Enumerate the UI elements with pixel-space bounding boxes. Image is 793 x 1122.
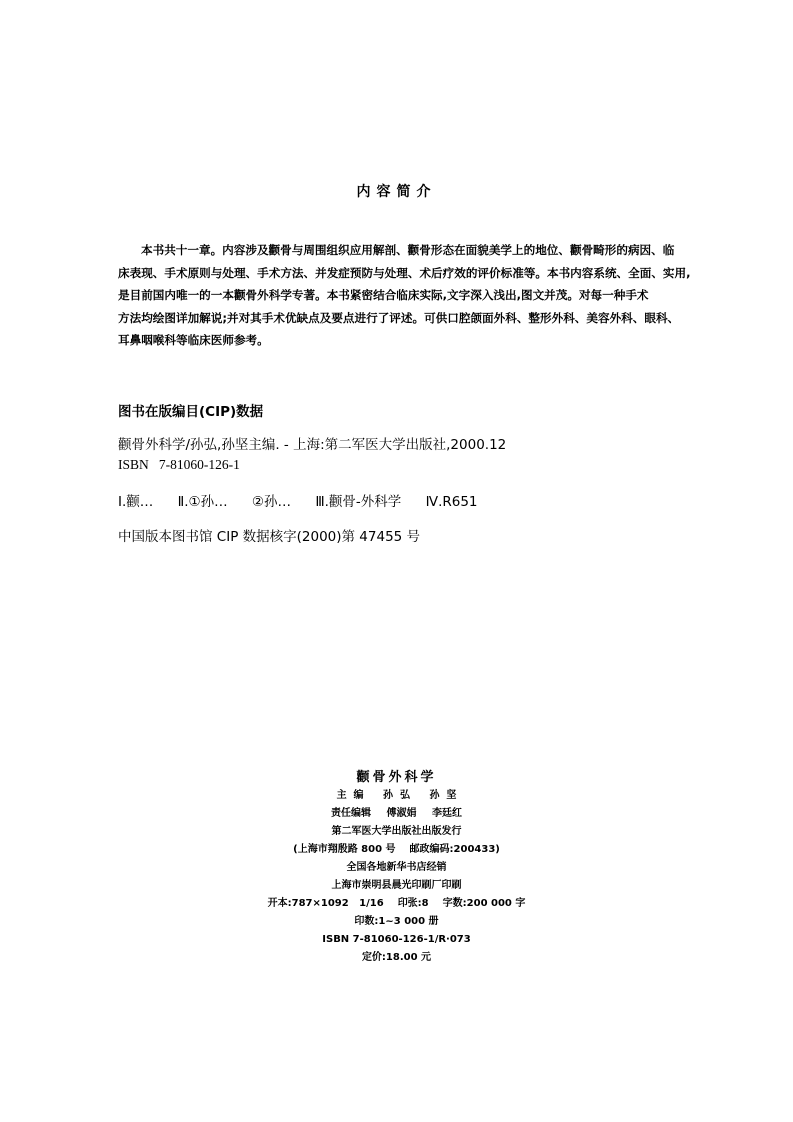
colophon-isbn: ISBN 7-81060-126-1/R·073 xyxy=(322,934,471,945)
colophon-specs-row xyxy=(0,895,793,913)
cip-heading: 图书在版编目(CIP)数据 xyxy=(118,404,264,420)
colophon-word-count: 字数:200 000 字 xyxy=(442,898,526,909)
cip-class-item: ②孙… xyxy=(251,494,292,510)
cip-classification xyxy=(118,490,498,510)
colophon-printer: 上海市崇明县晨光印刷厂印刷 xyxy=(331,880,462,891)
summary-line: 床表现、手术原则与处理、手术方法、并发症预防与处理、术后疗效的评价标准等。本书内容系统、全面、实用, xyxy=(118,265,691,280)
summary-line: 耳鼻咽喉科等临床医师参考。 xyxy=(118,333,269,347)
cip-class-item: Ⅰ.颧… xyxy=(118,494,154,510)
colophon-book-title: 颧骨外科学 xyxy=(356,770,437,785)
colophon-publisher: 第二军医大学出版社出版发行 xyxy=(331,826,462,837)
colophon-sheets: 印张:8 xyxy=(397,898,429,909)
cip-isbn: ISBN 7-81060-126-1 xyxy=(118,457,240,472)
summary-line: 本书共十一章。内容涉及颧骨与周围组织应用解剖、颧骨形态在面貌美学上的地位、颧骨畸形的病因、临 xyxy=(141,243,675,257)
responsible-editor-name: 李廷红 xyxy=(431,808,462,819)
colophon-distributor: 全国各地新华书店经销 xyxy=(346,862,447,873)
responsible-editor-name: 傅淑娟 xyxy=(386,808,417,819)
colophon-print-run: 印数:1~3 000 册 xyxy=(354,916,439,927)
editors-label: 主 编 xyxy=(336,790,364,801)
colophon-address-row xyxy=(0,841,793,859)
cip-record-number: 中国版本图书馆 CIP 数据核字(2000)第 47455 号 xyxy=(118,529,421,545)
colophon-format: 开本:787×1092 1/16 xyxy=(267,898,384,909)
cip-class-item: Ⅳ.R651 xyxy=(425,494,478,510)
summary-paragraph xyxy=(118,239,690,352)
cip-class-item: Ⅲ.颧骨-外科学 xyxy=(315,494,402,510)
responsible-editor-label: 责任编辑 xyxy=(331,808,372,819)
cip-class-item: Ⅱ.①孙… xyxy=(177,494,228,510)
summary-line: 方法均绘图详加解说;并对其手术优缺点及要点进行了评述。可供口腔颌面外科、整形外科、美容外科、眼科、 xyxy=(118,310,680,325)
colophon-responsible-editors xyxy=(0,805,793,823)
editor-name: 孙 弘 xyxy=(383,790,410,801)
colophon xyxy=(0,769,793,967)
editor-name: 孙 坚 xyxy=(429,790,457,801)
colophon-postcode: 邮政编码:200433) xyxy=(409,844,500,855)
cip-citation: 颧骨外科学/孙弘,孙坚主编. - 上海:第二军医大学出版社,2000.12 xyxy=(118,437,507,453)
colophon-price: 定价:18.00 元 xyxy=(361,952,432,963)
colophon-address: (上海市翔殷路 800 号 xyxy=(293,844,396,855)
summary-title: 内容简介 xyxy=(356,184,437,200)
colophon-editors xyxy=(0,787,793,805)
summary-line: 是目前国内唯一的一本颧骨外科学专著。本书紧密结合临床实际,文字深入浅出,图文并茂。对每一种手术 xyxy=(118,288,649,302)
